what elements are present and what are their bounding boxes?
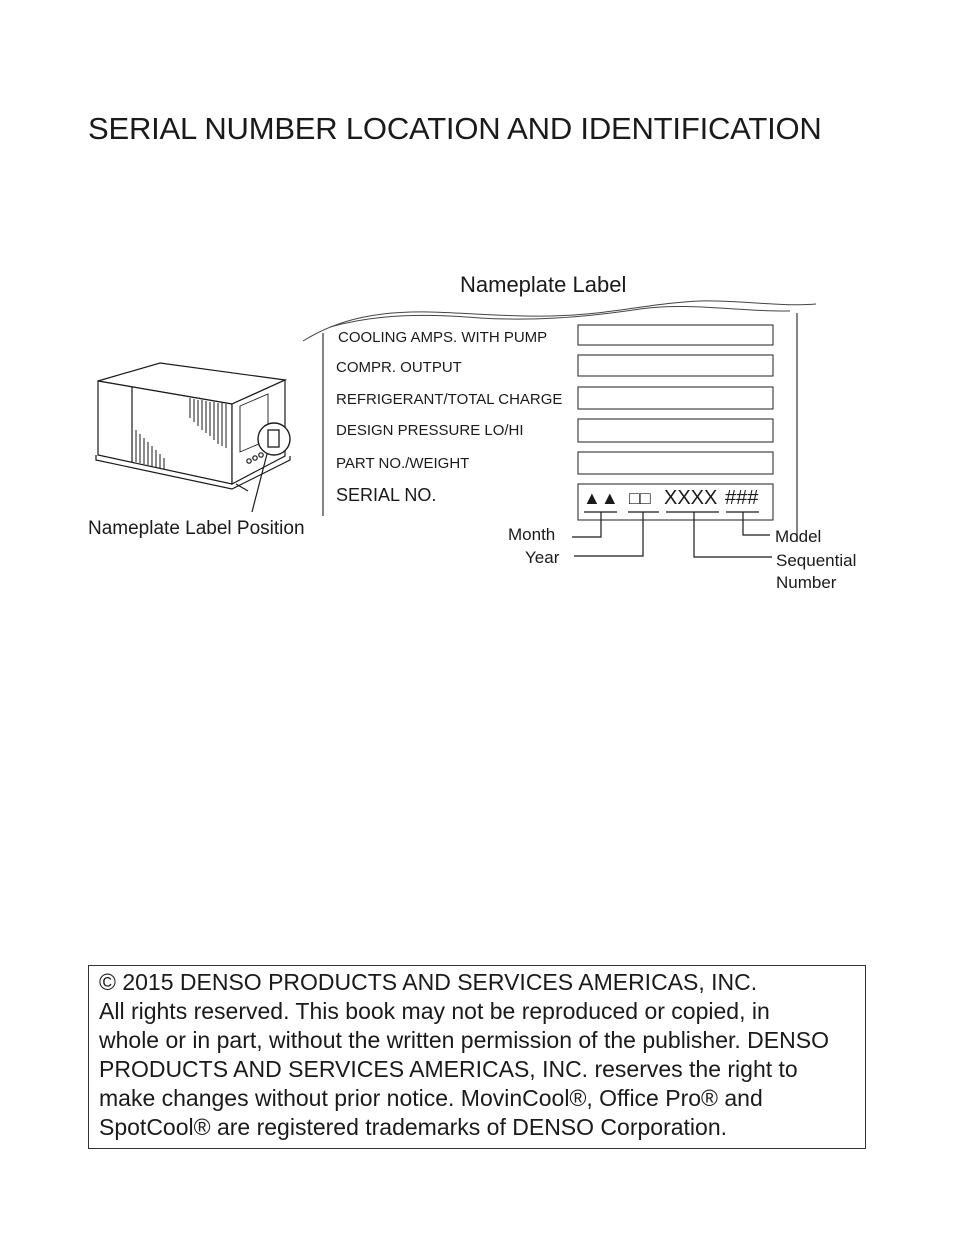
copyright-line: © 2015 DENSO PRODUCTS AND SERVICES AMERICAS, INC.	[99, 969, 758, 995]
nameplate-position-caption: Nameplate Label Position	[88, 518, 305, 539]
copyright-line: All rights reserved. This book may not be reproduced or copied, in	[99, 998, 770, 1024]
unit-illustration	[96, 363, 290, 512]
field-label-refrigerant: REFRIGERANT/TOTAL CHARGE	[336, 391, 563, 408]
serial-model-code: ###	[725, 487, 759, 509]
field-box-part-no	[578, 452, 773, 474]
serial-no-label: SERIAL NO.	[336, 485, 437, 505]
field-box-cooling-amps	[578, 325, 773, 345]
field-label-compr-output: COMPR. OUTPUT	[336, 359, 462, 376]
field-label-part-no: PART NO./WEIGHT	[336, 455, 470, 472]
serial-year-code: □□	[629, 488, 651, 508]
field-label-design-pressure: DESIGN PRESSURE LO/HI	[336, 422, 524, 439]
copyright-line: whole or in part, without the written permission of the publisher. DENSO	[99, 1027, 829, 1053]
field-box-design-pressure	[578, 419, 773, 442]
sequential-callout-line2: Number	[776, 573, 837, 592]
copyright-line: PRODUCTS AND SERVICES AMERICAS, INC. reserves the right to	[99, 1056, 798, 1082]
field-label-cooling-amps: COOLING AMPS. WITH PUMP	[338, 329, 548, 346]
model-callout: Model	[775, 527, 822, 546]
year-callout: Year	[525, 548, 560, 567]
copyright-notice	[88, 965, 866, 1149]
page-title: SERIAL NUMBER LOCATION AND IDENTIFICATION	[88, 111, 822, 146]
copyright-line: make changes without prior notice. MovinCool®, Office Pro® and	[99, 1085, 763, 1111]
month-callout: Month	[508, 525, 556, 544]
serial-month-code: ▲▲	[583, 488, 619, 508]
nameplate-label-title: Nameplate Label	[460, 272, 627, 297]
serial-sequential-code: XXXX	[664, 487, 718, 509]
sequential-callout-line1: Sequential	[776, 551, 857, 570]
field-box-refrigerant	[578, 387, 773, 409]
field-box-compr-output	[578, 355, 773, 376]
copyright-line: SpotCool® are registered trademarks of DENSO Corporation.	[99, 1114, 727, 1140]
